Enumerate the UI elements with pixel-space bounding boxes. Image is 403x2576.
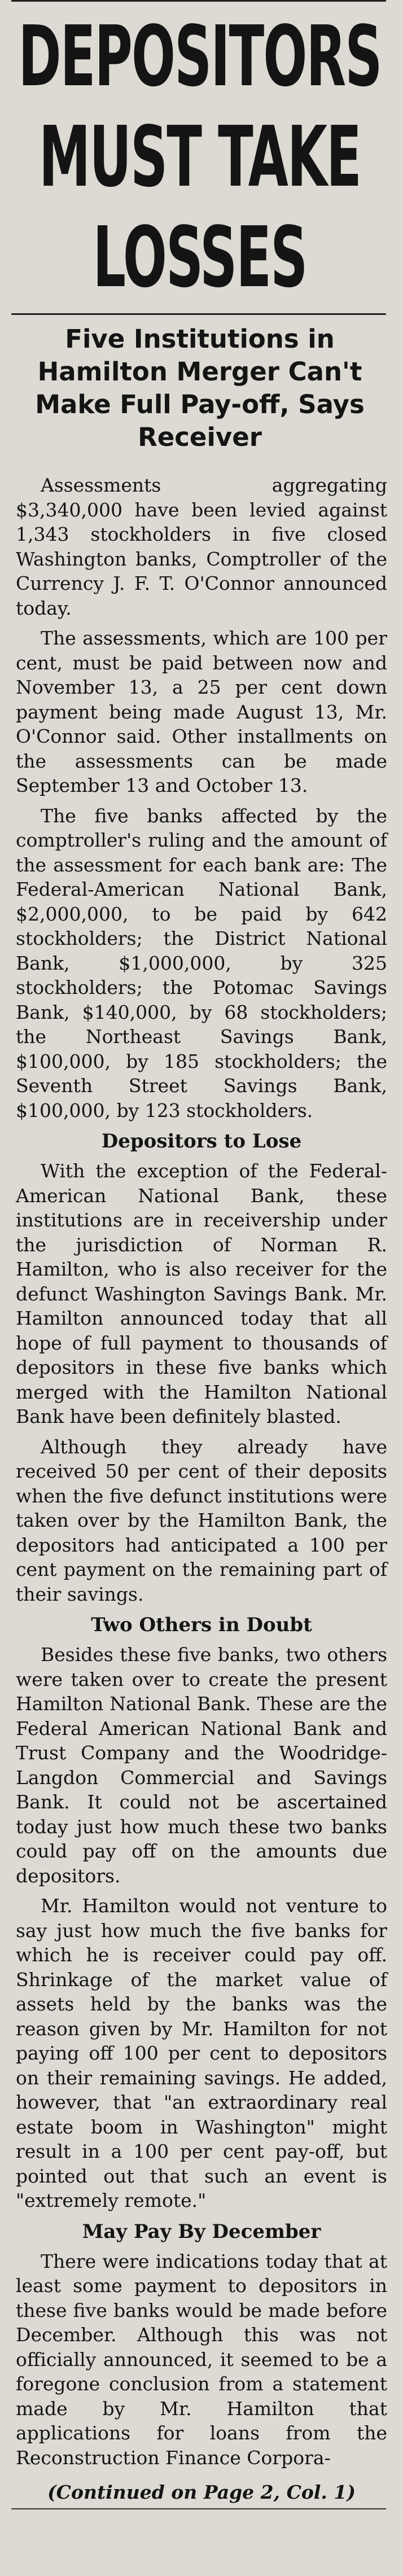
paragraph: With the exception of the Federal-American National Bank, these institutions are in receivership under the jurisdiction of Norman R. Hamilton, who is also receiver for the defunct Washington Savings Bank. Mr. Hamilton announced today that all hope of full payment to thousands of depositors in these five banks which merged with the Hamilton National Bank have been definitely blasted. <box>16 1160 387 1427</box>
continuation-note: (Continued on Page 2, Col. 1) <box>47 2481 356 2503</box>
paragraph: Mr. Hamilton would not venture to say just how much the five banks for which he is receiver could pay off. Shrinkage of the market value of assets held by the banks was the reason given by Mr. Hamilton for not paying off 100 per cent to depositors on their remaining savings. He added, however, that "an extraordinary real estate boom in Washington" might result in a 100 per cent pay-off, but pointed out that such an event is "extremely remote." <box>16 1895 387 2211</box>
deck-subheadline: Five Institutions in Hamilton Merger Can't Make Full Pay-off, Says Receiver <box>35 324 365 452</box>
paragraph: The assessments, which are 100 per cent, must be paid between now and November 13, a 25 per cent down payment being made August 13, Mr. O'Connor said. Other installments on the assessments can be made September 13 and October 13. <box>16 627 387 796</box>
headline-line-1: DEPOSITORS <box>18 8 382 105</box>
headline-rule <box>11 313 386 315</box>
paragraph: Assessments aggregating $3,340,000 have been levied against 1,343 stockholders in five closed Washington banks, Comptroller of the Currency J. F. T. O'Connor announced today. <box>16 474 387 619</box>
bottom-rule <box>11 2508 386 2509</box>
subhead-two-others-in-doubt: Two Others in Doubt <box>91 1614 312 1636</box>
paragraph: The five banks affected by the comptroller's ruling and the amount of the assessment for each bank are: The Federal-American National Bank, $2,000,000, to be paid by 642 stockholders; the District National Bank, $1,000,000, by 325 stockholders; the Potomac Savings Bank, $140,000, by 68 stockholders; the Northeast Savings Bank, $100,000, by 185 stockholders; the Seventh Street Savings Bank, $100,000, by 123 stockholders. <box>16 804 387 1121</box>
subhead-depositors-to-lose: Depositors to Lose <box>101 1130 302 1153</box>
paragraph: Besides these five banks, two others were taken over to create the present Hamilton National Bank. These are the Federal American National Bank and Trust Company and the Woodridge-Langdon Commercial and Savings Bank. It could not be ascertained today just how much these two banks could pay off on the amounts due depositors. <box>16 1644 387 1887</box>
article-body <box>10 473 389 2505</box>
paragraph: There were indications today that at least some payment to depositors in these five banks would be made before December. Although this was not officially announced, it seemed to be a foregone conclusion from a statement made by Mr. Hamilton that applications for loans from the Reconstruction Finance Corpora- <box>16 2250 387 2469</box>
subhead-may-pay-by-december: May Pay By December <box>82 2220 321 2243</box>
headline <box>18 6 382 308</box>
paragraph: Although they already have received 50 per cent of their deposits when the five defunct institutions were taken over by the Hamilton Bank, the depositors had anticipated a 100 per cent payment on the remaining part of their savings. <box>16 1435 387 1605</box>
top-rule <box>11 0 386 2</box>
headline-line-3: LOSSES <box>93 209 307 306</box>
headline-line-2: MUST TAKE <box>39 108 361 205</box>
